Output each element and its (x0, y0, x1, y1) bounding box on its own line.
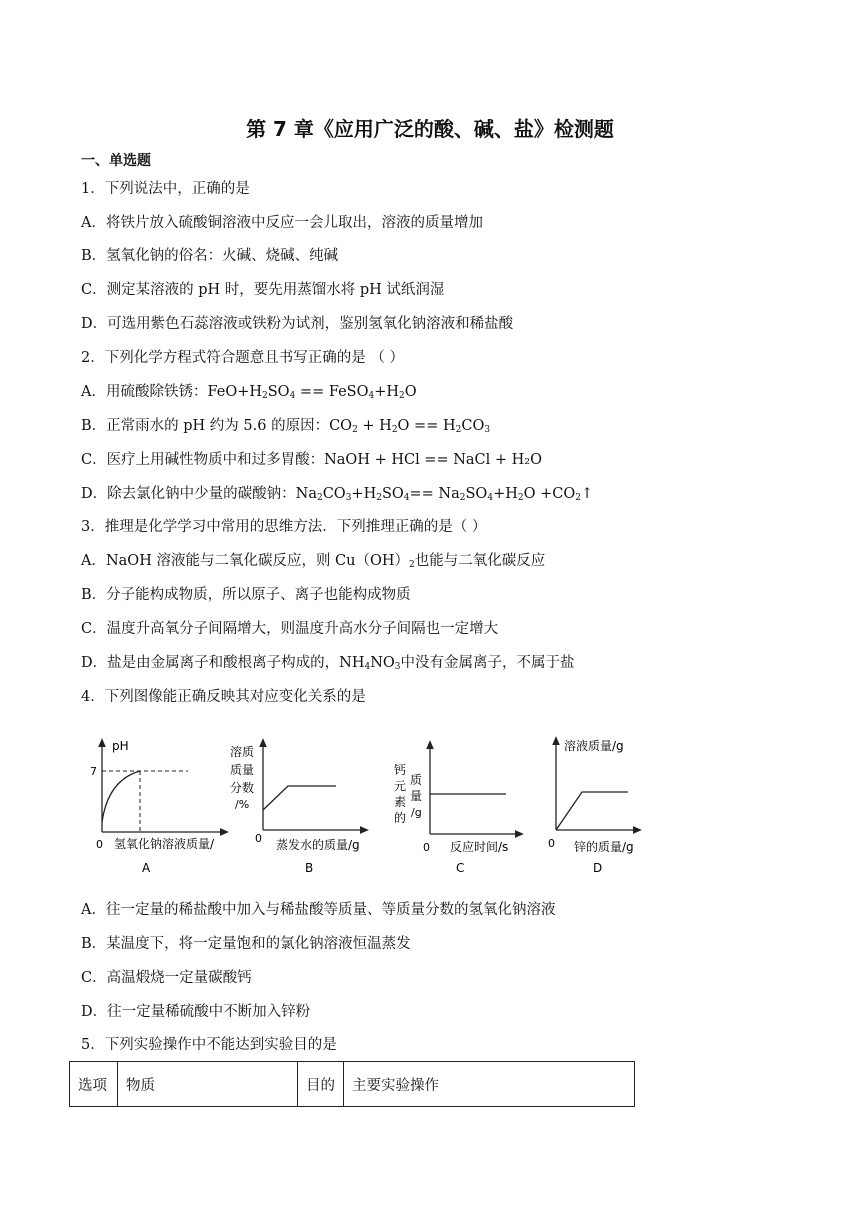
graph-d-ylabel: 溶液质量/g (564, 739, 624, 753)
q4-option-b: B．某温度下，将一定量饱和的氯化钠溶液恒温蒸发 (81, 936, 411, 952)
q2-option-d-equation: $Na_2CO_3+H_2SO_4== Na_2SO_4+H_2O$ $+CO_2↑$ (295, 486, 594, 503)
q3-option-a-prefix: A．NaOH 溶液能与二氧化碳反应，则 Cu（OH） (81, 553, 410, 569)
table-header-cell: 物质 (118, 1062, 298, 1107)
graph-d-origin: 0 (548, 837, 555, 850)
q1-option-a: A．将铁片放入硫酸铜溶液中反应一会儿取出，溶液的质量增加 (81, 215, 483, 231)
graph-b (230, 742, 365, 875)
graph-b-ylabel-2: 质量 (230, 763, 255, 777)
graph-d (548, 738, 638, 875)
graph-a-ylabel: pH (112, 739, 129, 753)
q1-option-c: C．测定某溶液的 pH 时，要先用蒸馏水将 pH 试纸润湿 (81, 282, 445, 298)
q5-stem: 5．下列实验操作中不能达到实验目的是 (81, 1037, 337, 1053)
section-heading: 一、单选题 (81, 153, 151, 169)
q2-option-b-equation: $CO_2 + H_2O == H_2CO_3$ (329, 418, 491, 435)
table-header-cell: 目的 (298, 1062, 344, 1107)
graph-c-ylabel-right-3: /g (411, 806, 422, 819)
graph-c-xlabel: 反应时间/s (450, 840, 509, 854)
q1-option-b: B．氢氧化钠的俗名：火碱、烧碱、纯碱 (81, 248, 339, 264)
table-header-cell: 选项 (70, 1062, 118, 1107)
graph-a-curve (102, 771, 140, 822)
q4-option-a: A．往一定量的稀盐酸中加入与稀盐酸等质量、等质量分数的氢氧化钠溶液 (81, 902, 556, 918)
graph-c-origin: 0 (423, 841, 430, 854)
graph-a-tick-7: 7 (90, 765, 97, 778)
graph-c (394, 744, 520, 875)
q1-stem: 1．下列说法中，正确的是 (81, 181, 250, 197)
graph-c-ylabel-right-1: 质 (410, 773, 423, 787)
graph-c-ylabel-left-4: 的 (394, 811, 407, 825)
graph-a (90, 739, 225, 875)
q2-option-b (81, 416, 490, 436)
q3-option-d-suffix: 中没有金属离子，不属于盐 (400, 655, 575, 671)
graph-b-letter: B (305, 861, 314, 875)
q3-option-d-prefix: D．盐是由金属离子和酸根离子构成的， (81, 655, 340, 671)
q2-stem: 2．下列化学方程式符合题意且书写正确的是 （ ） (81, 350, 404, 366)
graph-b-origin: 0 (255, 832, 262, 845)
graph-c-ylabel-right-2: 量 (410, 789, 423, 803)
q2-option-d-prefix: D．除去氯化钠中少量的碳酸钠： (81, 486, 296, 502)
q4-stem: 4．下列图像能正确反映其对应变化关系的是 (81, 689, 366, 705)
q3-option-b: B．分子能构成物质，所以原子、离子也能构成物质 (81, 587, 411, 603)
graph-c-ylabel-left-1: 钙 (394, 763, 407, 777)
q3-option-a: A．NaOH 溶液能与二氧化碳反应，则 $Cu(OH)_2$也能与二氧化碳反应 (81, 553, 546, 570)
q1-option-d: D．可选用紫色石蕊溶液或铁粉为试剂，鉴别氢氧化钠溶液和稀盐酸 (81, 316, 514, 332)
graph-b-ylabel-3: 分数 (230, 781, 255, 795)
q3-option-a-suffix: 也能与二氧化碳反应 (414, 553, 546, 569)
graph-a-xlabel: 氢氧化钠溶液质量/ (114, 837, 215, 851)
q4-option-c: C．高温煅烧一定量碳酸钙 (81, 970, 252, 986)
q2-option-a-equation: $FeO+H_2SO_4$ == $FeSO_4+H_2O$ (207, 384, 417, 401)
graph-a-origin: 0 (96, 838, 103, 851)
graph-b-ylabel-1: 溶质 (230, 745, 255, 759)
q3-stem: 3．推理是化学学习中常用的思维方法．下列推理正确的是（ ） (81, 519, 487, 535)
page-title: 第 7 章《应用广泛的酸、碱、盐》检测题 (246, 117, 614, 141)
table-header-row (70, 1062, 635, 1107)
q3-option-c: C．温度升高氧分子间隔增大，则温度升高水分子间隔也一定增大 (81, 621, 499, 637)
q3-formula: $NH_4NO_3$ (339, 655, 401, 672)
table-header-cell: 主要实验操作 (344, 1062, 635, 1107)
graph-d-letter: D (593, 861, 603, 875)
graph-b-line (263, 786, 336, 810)
graph-c-ylabel-left-3: 素 (394, 795, 407, 809)
q2-option-b-prefix: B．正常雨水的 pH 约为 5.6 的原因： (81, 418, 330, 434)
q4-graphs-figure (80, 730, 660, 880)
graph-c-ylabel-left-2: 元 (394, 779, 407, 793)
q5-table (69, 1061, 635, 1107)
q2-option-a-prefix: A．用硫酸除铁锈： (81, 384, 208, 400)
q2-option-a (81, 382, 417, 402)
q2-option-c: C．医疗上用碱性物质中和过多胃酸：NaOH + HCl == NaCl + H₂O (81, 452, 542, 468)
q2-option-d (81, 484, 593, 504)
graph-d-line (556, 792, 628, 830)
q3-option-d (81, 653, 575, 673)
graph-a-letter: A (142, 861, 151, 875)
graph-c-letter: C (456, 861, 465, 875)
graph-d-xlabel: 锌的质量/g (574, 840, 634, 854)
graph-b-ylabel-4: /% (235, 798, 250, 811)
graph-b-xlabel: 蒸发水的质量/g (276, 838, 360, 852)
q4-option-d: D．往一定量稀硫酸中不断加入锌粉 (81, 1004, 311, 1020)
